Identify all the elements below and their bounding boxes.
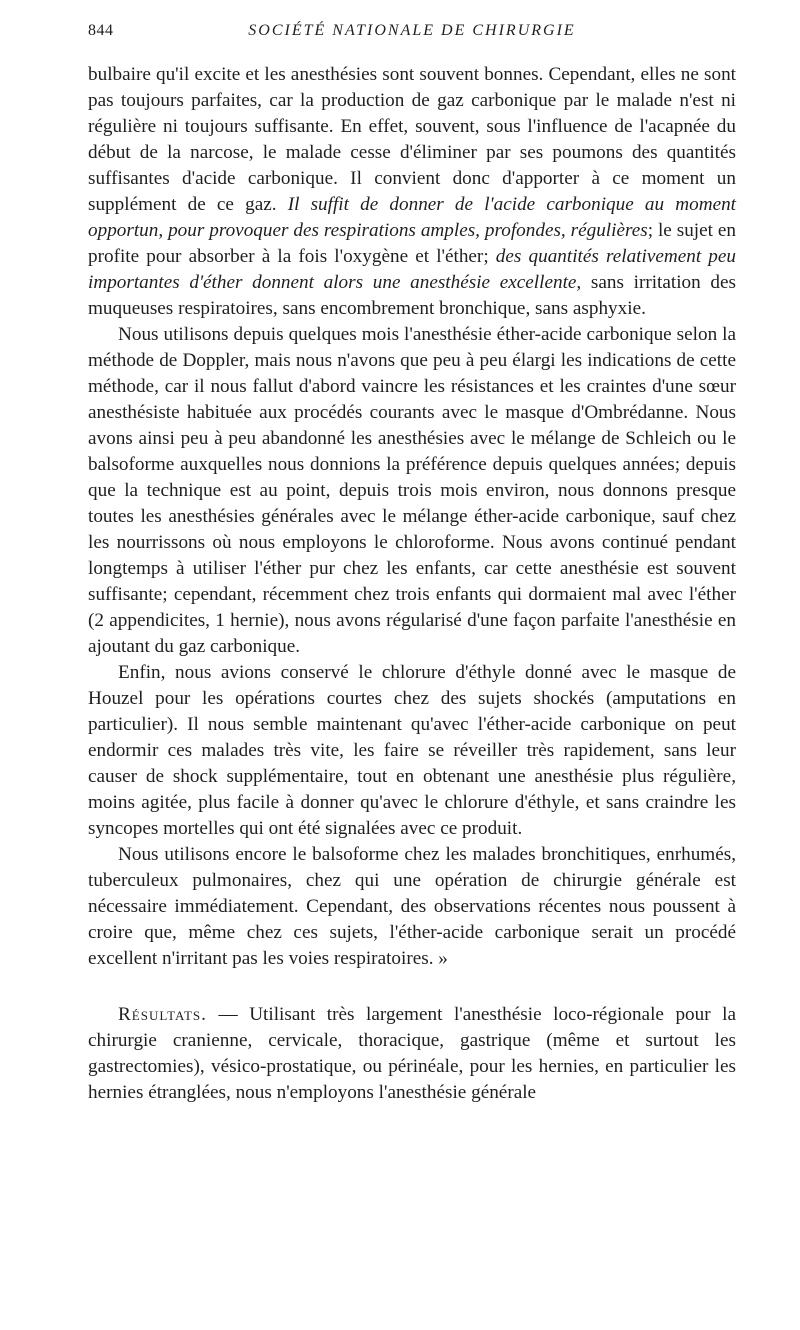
paragraph-1-italic-b: Il suffit de donner de l'acide carbonique au moment opportun, pour provoquer des respirations amples, profondes, régulières xyxy=(88,194,737,241)
paragraph-1 xyxy=(88,62,736,322)
paragraph-3: Enfin, nous avions conservé le chlorure d'éthyle donné avec le masque de Houzel pour les opérations courtes chez des sujets shockés (amputations en particulier). Il nous semble maintenant qu'avec l'éther-acide carbonique on peut endormir ces malades très vite, les faire se réveiller très rapidement, sans leur causer de shock supplémentaire, tout en obtenant une anesthésie plus régulière, moins agitée, plus facile à donner qu'avec le chlorure d'éthyle, et sans craindre les syncopes mortelles qui ont été signalées avec ce produit. xyxy=(88,662,736,839)
paragraph-4: Nous utilisons encore le balsoforme chez les malades bronchitiques, enrhumés, tuberculeux pulmonaires, chez qui une opération de chirurgie générale est nécessaire immédiatement. Cependant, des observations récentes nous poussent à croire que, même chez ces sujets, l'éther-acide carbonique serait un procédé excellent n'irritant pas les voies respiratoires. » xyxy=(88,844,736,969)
paragraph-2: Nous utilisons depuis quelques mois l'anesthésie éther-acide carbonique selon la méthode de Doppler, mais nous n'avons que peu à peu élargi les indications de cette méthode, car il nous fallut d'abord vaincre les résistances et les craintes d'une sœur anesthésiste habituée aux procédés courants avec le masque d'Ombrédanne. Nous avons ainsi peu à peu abandonné les anesthésies avec le mélange de Schleich ou le balsoforme auxquelles nous donnions la préférence depuis quelques années; depuis que la technique est au point, depuis trois mois environ, nous donnons presque toutes les anesthésies générales avec le mélange éther-acide carbonique, sauf chez les nourrissons où nous employons le chloroforme. Nous avons continué pendant longtemps à utiliser l'éther pur chez les enfants, car cette anesthésie est souvent suffisante; cependant, récemment chez trois enfants qui dormaient mal avec l'éther (2 appendicites, 1 hernie), nous avons régularisé d'une façon parfaite l'anesthésie en ajoutant du gaz carbonique. xyxy=(88,324,736,657)
section-label: Résultats. xyxy=(118,1004,207,1025)
page-number: 844 xyxy=(88,22,114,39)
paragraph-1-part-e: sans irritation des muqueuses respiratoires, sans encombrement bronchique, sans asphyxie. xyxy=(88,272,736,319)
paragraph-5-text: — Utilisant très largement l'anesthésie loco-régionale pour la chirurgie cranienne, cervicale, thoracique, gastrique (même et surtout les gastrectomies), vésico-prostatique, ou périnéale, pour les hernies, en particulier les hernies étranglées, nous n'employons l'anesthésie générale xyxy=(88,1004,737,1103)
running-header xyxy=(88,22,736,46)
paragraph-1-italic-d: des quantités relativement peu importantes d'éther donnent alors une anesthésie excellente, xyxy=(88,246,737,293)
body-text xyxy=(88,62,736,1106)
paragraph-1-part-c: ; le sujet en profite pour absorber à la fois l'oxygène et l'éther; xyxy=(88,220,737,267)
paragraph-1-part-a: bulbaire qu'il excite et les anesthésies sont souvent bonnes. Cependant, elles ne sont pas toujours parfaites, car la production de gaz carbonique par le malade n'est ni régulière ni toujours suffisante. En effet, souvent, sous l'influence de l'acapnée du début de la narcose, le malade cesse d'éliminer par ses poumons des quantités suffisantes d'acide carbonique. Il convient donc d'apporter à ce moment un supplément de ce gaz. xyxy=(88,64,736,215)
journal-title: SOCIÉTÉ NATIONALE DE CHIRURGIE xyxy=(248,22,576,39)
paragraph-5 xyxy=(88,1002,736,1106)
